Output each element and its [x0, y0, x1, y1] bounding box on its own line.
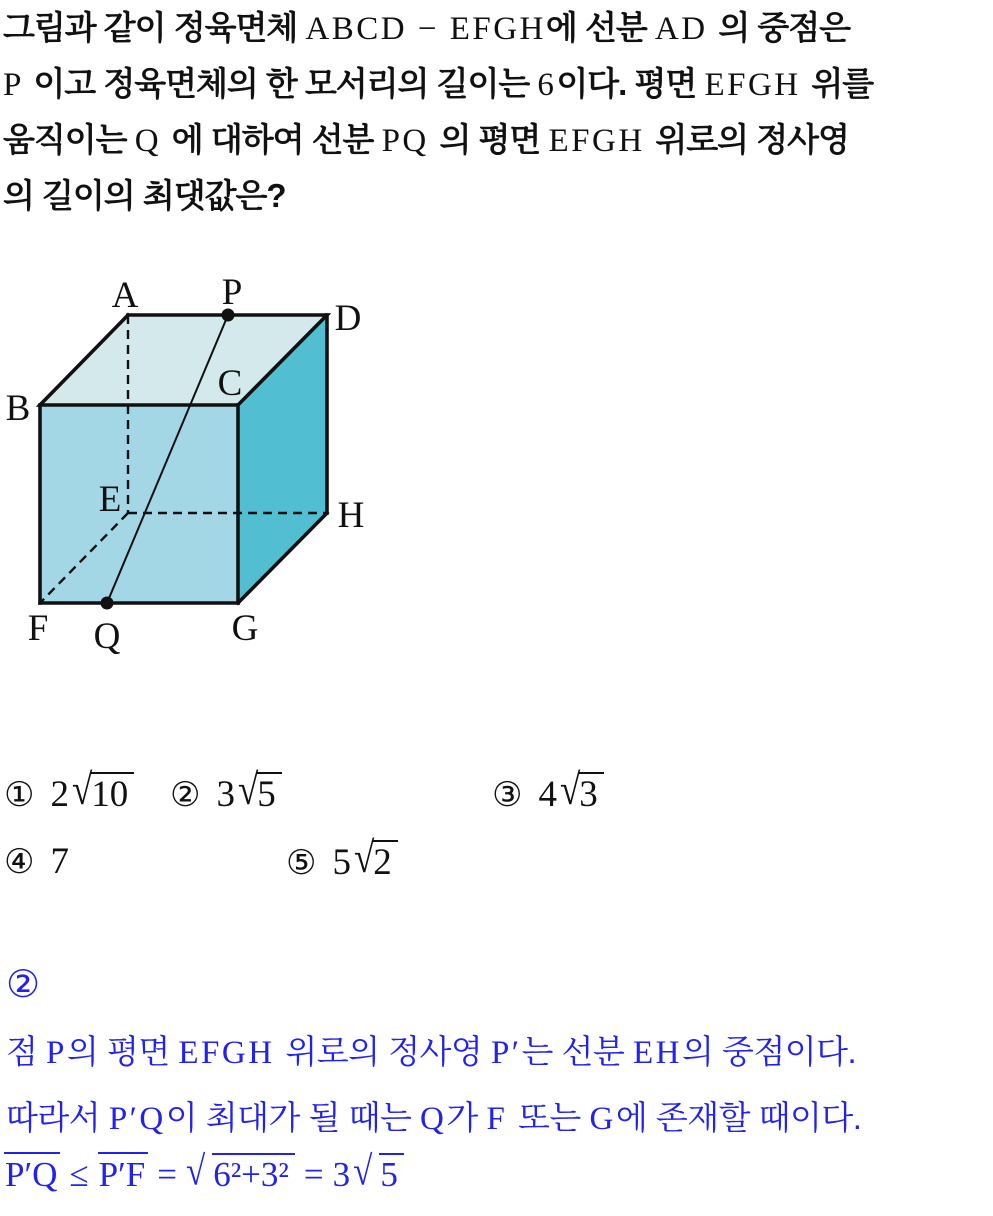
vertex-label-a: A [111, 275, 139, 316]
choice-4-number: ④ [4, 844, 35, 881]
choice-2-radicand: 5 [256, 772, 282, 815]
text-segment: G [589, 1101, 616, 1137]
problem-line-1 [3, 0, 993, 56]
text-segment: 에 선분 [545, 9, 655, 46]
choice-2 [170, 766, 282, 816]
vertex-label-q: Q [93, 616, 121, 657]
choice-1-number: ① [4, 777, 35, 814]
text-segment: EH [633, 1035, 682, 1071]
text-segment: P′ [490, 1035, 522, 1071]
formula-le-sign: ≤ [69, 1155, 89, 1194]
choice-5 [286, 834, 398, 884]
vertex-label-h: H [337, 495, 365, 536]
solution-line-2 [6, 1094, 861, 1143]
text-segment: EFGH [548, 123, 656, 159]
text-segment: 의 길이의 최댓값은? [3, 177, 286, 214]
text-segment: Q [134, 123, 172, 159]
formula-equals-1: = [157, 1155, 177, 1194]
cube-diagram [0, 240, 420, 670]
vertex-label-p: P [221, 272, 243, 313]
text-segment: 또는 [518, 1099, 590, 1136]
text-segment: AD [654, 11, 719, 47]
problem-line-4 [3, 168, 993, 224]
text-segment: 의 평면 [66, 1033, 179, 1070]
text-segment: PQ [381, 123, 440, 159]
vertex-label-e: E [98, 479, 122, 520]
text-segment: ABCD − EFGH [305, 11, 546, 47]
text-segment: EFGH [704, 67, 812, 103]
sqrt-icon: √ [353, 1147, 373, 1194]
vertex-label-b: B [5, 388, 31, 429]
problem-statement [3, 0, 993, 224]
sqrt-icon: √ [559, 766, 581, 815]
text-segment: 이다. 평면 [556, 65, 705, 102]
problem-line-3 [3, 112, 993, 168]
choice-3-coeff: 4 [538, 774, 557, 815]
text-segment: 의 평면 [439, 121, 549, 158]
choice-2-number: ② [170, 777, 201, 814]
text-segment: 위를 [811, 65, 874, 102]
sqrt-icon: √ [353, 834, 375, 883]
choice-4 [4, 840, 72, 883]
formula-overline-pq: P′Q [4, 1152, 60, 1195]
text-segment: 의 중점이다. [682, 1033, 857, 1070]
choice-1 [4, 766, 134, 816]
text-segment: 따라서 [6, 1099, 109, 1136]
text-segment: 점 [6, 1033, 47, 1070]
text-segment: 이고 정육면체의 한 모서리의 길이는 [33, 65, 538, 102]
text-segment: 위로의 정사영 [655, 121, 849, 158]
choice-3 [492, 766, 604, 816]
text-segment: 그림과 같이 정육면체 [3, 9, 306, 46]
choice-2-coeff: 3 [216, 774, 235, 815]
formula-overline-pf: P′F [98, 1152, 149, 1195]
formula-radicand-2: 5 [379, 1153, 404, 1194]
choice-5-number: ⑤ [286, 845, 317, 882]
text-segment: 에 대하여 선분 [171, 121, 382, 158]
formula-coefficient: 3 [332, 1155, 351, 1194]
text-segment: P [3, 67, 34, 103]
choice-5-coeff: 5 [332, 842, 351, 883]
text-segment: 에 존재할 때이다. [615, 1099, 862, 1136]
text-segment: EFGH [178, 1035, 286, 1071]
choice-1-radicand: 10 [90, 772, 134, 815]
choice-3-number: ③ [492, 777, 523, 814]
vertex-label-c: C [217, 363, 243, 404]
text-segment: P [46, 1035, 67, 1071]
vertex-label-f: F [27, 608, 49, 649]
sqrt-icon: √ [71, 766, 93, 815]
text-segment: 가 [446, 1099, 487, 1136]
sqrt-icon: √ [237, 766, 259, 815]
solution-formula [4, 1147, 413, 1195]
text-segment: 위로의 정사영 [285, 1033, 491, 1070]
solution-line-1 [6, 1028, 856, 1077]
formula-radicand-1: 6²+3² [212, 1153, 295, 1194]
choice-5-radicand: 2 [372, 840, 398, 883]
choice-1-coeff: 2 [50, 774, 69, 815]
vertex-label-d: D [334, 298, 362, 339]
solution-answer-number: ② [6, 964, 41, 1006]
choice-3-radicand: 3 [578, 772, 604, 815]
choice-4-coeff: 7 [50, 841, 69, 882]
text-segment: P′Q [108, 1101, 166, 1137]
text-segment: 는 선분 [521, 1033, 633, 1070]
text-segment: Q [420, 1101, 447, 1137]
text-segment: 이 최대가 될 때는 [165, 1099, 421, 1136]
text-segment: 움직이는 [3, 121, 135, 158]
sqrt-icon: √ [185, 1147, 206, 1194]
point-dot-q [101, 597, 114, 610]
text-segment: 6 [537, 67, 557, 103]
problem-line-2 [3, 56, 993, 112]
text-segment: 의 중점은 [718, 9, 850, 46]
formula-equals-2: = [303, 1155, 324, 1194]
vertex-label-g: G [231, 608, 259, 649]
text-segment: F [486, 1101, 519, 1137]
